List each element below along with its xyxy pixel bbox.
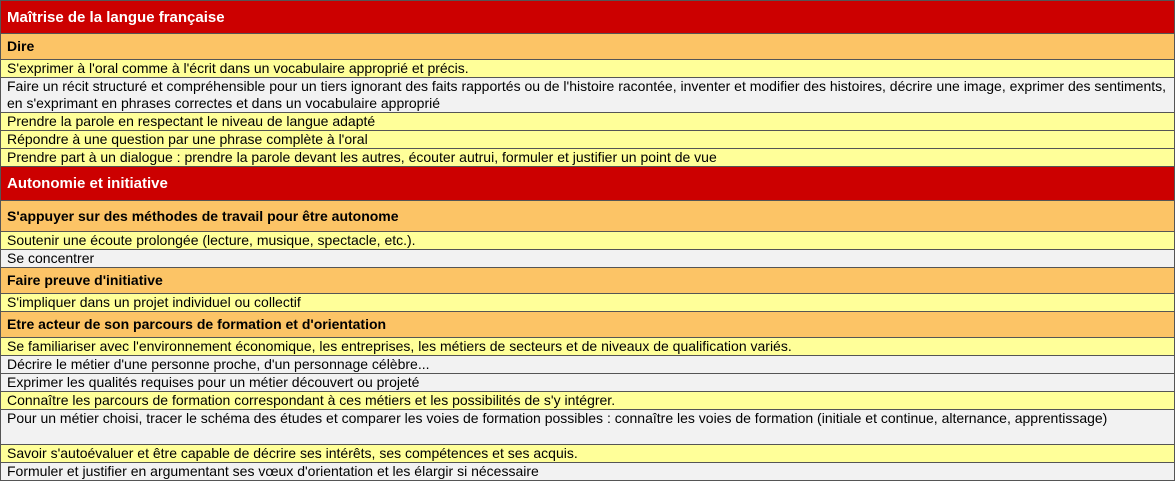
competence-item: Exprimer les qualités requises pour un métier découvert ou projeté (1, 374, 1174, 392)
competence-item: S'impliquer dans un projet individuel ou collectif (1, 294, 1174, 312)
competence-item: Soutenir une écoute prolongée (lecture, musique, spectacle, etc.). (1, 232, 1174, 250)
competence-item: Prendre part à un dialogue : prendre la parole devant les autres, écouter autrui, formuler et justifier un point de vue (1, 149, 1174, 167)
competence-item: Répondre à une question par une phrase complète à l'oral (1, 131, 1174, 149)
group-header: Faire preuve d'initiative (1, 268, 1174, 294)
competence-item: Faire un récit structuré et compréhensible pour un tiers ignorant des faits rapportés ou de l'histoire racontée, inventer et modifier des histoires, décrire une image, exprimer des sentiments, en s'exprimant en phrases correctes et dans un vocabulaire approprié (1, 78, 1174, 113)
competence-item: Se concentrer (1, 250, 1174, 268)
competence-item: Savoir s'autoévaluer et être capable de décrire ses intérêts, ses compétences et ses acquis. (1, 445, 1174, 463)
competence-item: Se familiariser avec l'environnement économique, les entreprises, les métiers de secteurs et de niveaux de qualification variés. (1, 338, 1174, 356)
group-header: S'appuyer sur des méthodes de travail pour être autonome (1, 201, 1174, 232)
competence-item: Prendre la parole en respectant le niveau de langue adapté (1, 113, 1174, 131)
competence-item: Pour un métier choisi, tracer le schéma des études et comparer les voies de formation possibles : connaître les voies de formation (initiale et continue, alternance, apprentissage) (1, 410, 1174, 445)
competence-item: Formuler et justifier en argumentant ses vœux d'orientation et les élargir si nécessaire (1, 463, 1174, 481)
group-header: Etre acteur de son parcours de formation et d'orientation (1, 312, 1174, 338)
competence-item: S'exprimer à l'oral comme à l'écrit dans un vocabulaire approprié et précis. (1, 60, 1174, 78)
competence-item: Connaître les parcours de formation correspondant à ces métiers et les possibilités de s'y intégrer. (1, 392, 1174, 410)
section-header: Autonomie et initiative (1, 167, 1174, 201)
group-header: Dire (1, 34, 1174, 60)
section-header: Maîtrise de la langue française (1, 0, 1174, 34)
competence-item: Décrire le métier d'une personne proche, d'un personnage célèbre... (1, 356, 1174, 374)
